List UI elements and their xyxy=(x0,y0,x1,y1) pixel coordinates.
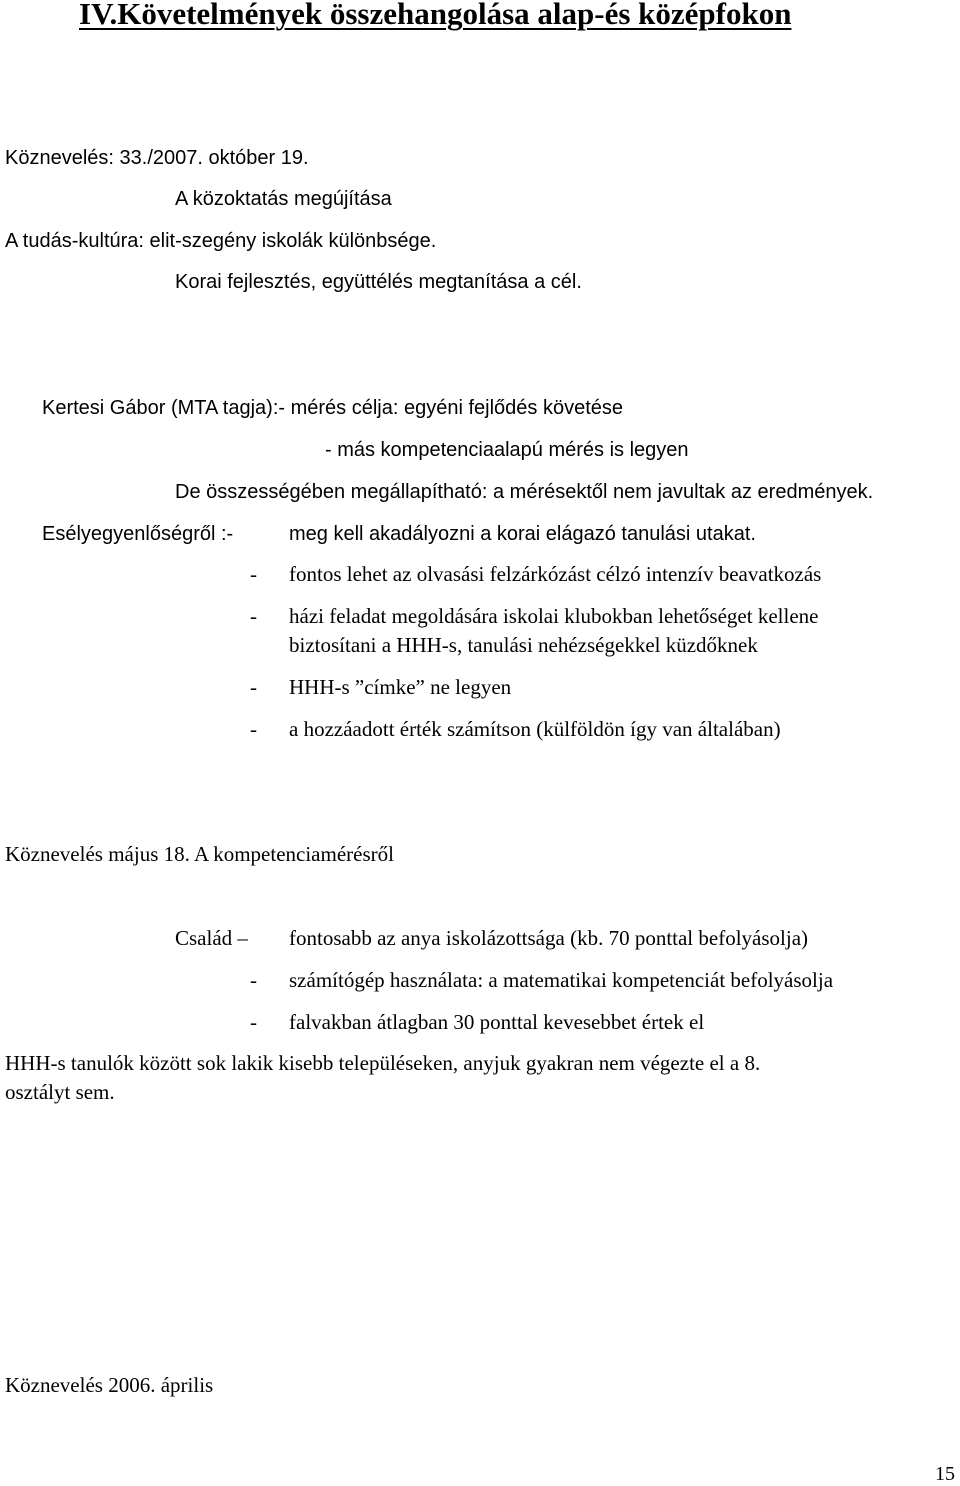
section1-heading: Köznevelés: 33./2007. október 19. xyxy=(5,147,309,169)
section1-line3: Korai fejlesztés, együttélés megtanítása a cél. xyxy=(175,271,582,293)
esely-label: Esélyegyenlőségről :- xyxy=(42,523,234,545)
kertesi-line: Kertesi Gábor (MTA tagja):- mérés célja: egyéni fejlődés követése xyxy=(42,397,623,419)
csalad-label: Család – xyxy=(175,926,248,950)
bullet-text: fontos lehet az olvasási felzárkózást célzó intenzív beavatkozás xyxy=(289,562,822,586)
section1-line1: A közoktatás megújítása xyxy=(175,188,392,210)
esely-text: meg kell akadályozni a korai elágazó tanulási utakat. xyxy=(289,523,756,545)
bullet-dash: - xyxy=(250,1010,257,1034)
hhh-paragraph-line1: HHH-s tanulók között sok lakik kisebb településeken, anyjuk gyakran nem végezte el a 8. xyxy=(5,1051,761,1075)
section1-line2: A tudás-kultúra: elit-szegény iskolák különbsége. xyxy=(5,230,437,252)
bullet-dash: - xyxy=(250,604,257,628)
page-title: IV.Követelmények összehangolása alap-és középfokon xyxy=(79,0,792,31)
bullet-dash: - xyxy=(250,675,257,699)
csalad-text: fontosabb az anya iskolázottsága (kb. 70 ponttal befolyásolja) xyxy=(289,926,809,950)
bullet-dash: - xyxy=(250,717,257,741)
bullet-text-continued: biztosítani a HHH-s, tanulási nehézségekkel küzdőknek xyxy=(289,633,758,657)
kertesi-line2: - más kompetenciaalapú mérés is legyen xyxy=(325,439,689,461)
bullet-dash: - xyxy=(250,968,257,992)
section3-heading: Köznevelés május 18. A kompetenciamérésről xyxy=(5,842,394,866)
section4-heading: Köznevelés 2006. április xyxy=(5,1373,214,1397)
conclusion-line: De összességében megállapítható: a mérésektől nem javultak az eredmények. xyxy=(175,481,874,503)
bullet-text: házi feladat megoldására iskolai klubokban lehetőséget kellene xyxy=(289,604,819,628)
bullet-text: HHH-s ”címke” ne legyen xyxy=(289,675,512,699)
hhh-paragraph-line2: osztályt sem. xyxy=(5,1080,115,1104)
bullet-text: számítógép használata: a matematikai kompetenciát befolyásolja xyxy=(289,968,834,992)
page-number: 15 xyxy=(935,1463,955,1485)
bullet-text: a hozzáadott érték számítson (külföldön így van általában) xyxy=(289,717,781,741)
bullet-dash: - xyxy=(250,562,257,586)
bullet-text: falvakban átlagban 30 ponttal kevesebbet értek el xyxy=(289,1010,705,1034)
